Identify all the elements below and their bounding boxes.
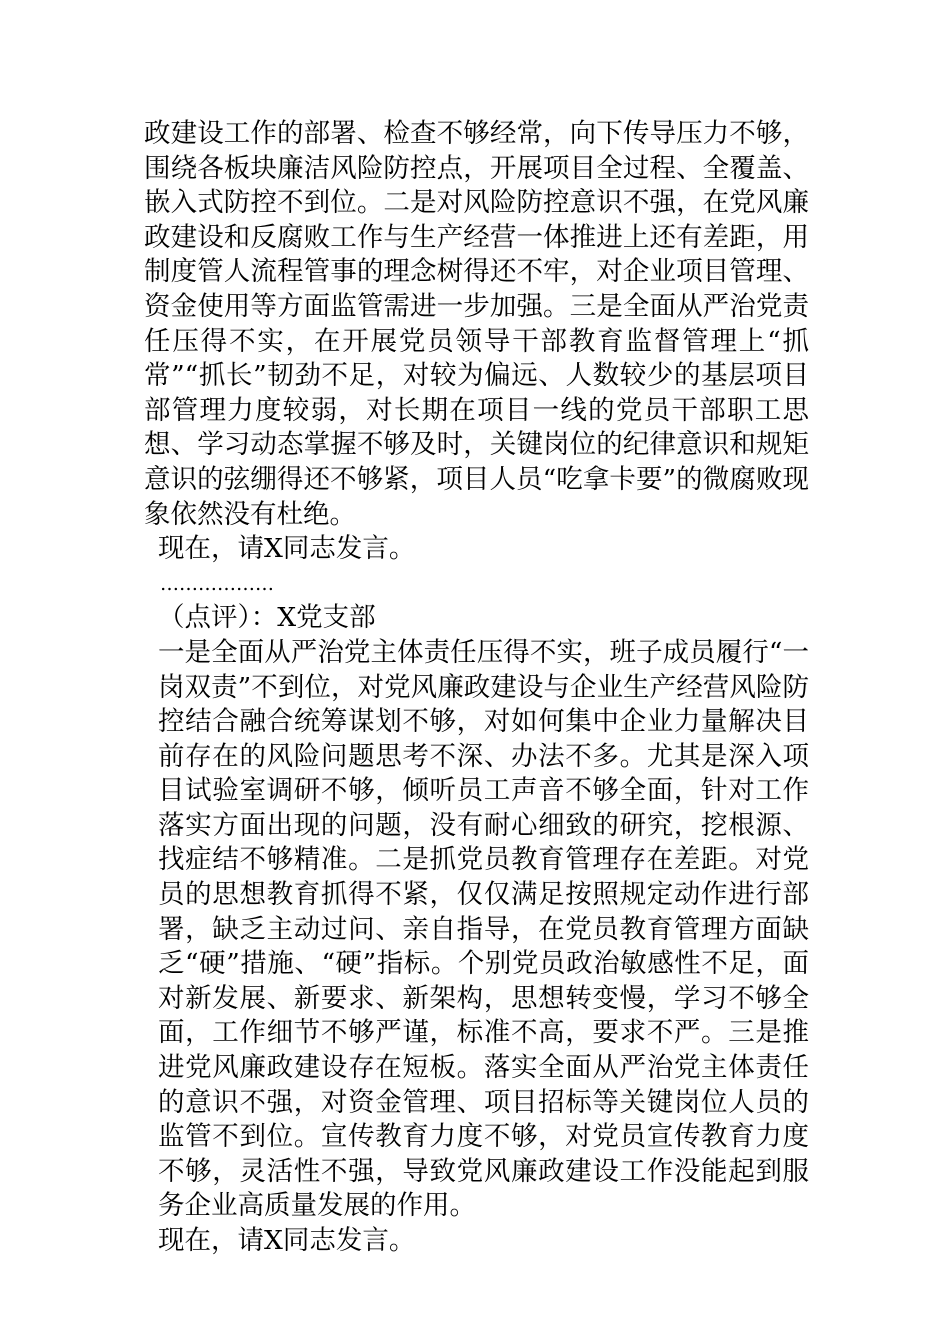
- paragraph-continued-findings: 政建设工作的部署、检查不够经常，向下传导压力不够，围绕各板块廉洁风险防控点，开展项目全过程、全覆盖、嵌入式防控不到位。二是对风险防控意识不强，在党风廉政建设和反腐败工作与生产经营一体推进上还有差距，用制度管人流程管事的理念树得还不牢，对企业项目管理、资金使用等方面监管需进一步加强。三是全面从严治党责任压得不实，在开展党员领导干部教育监督管理上“抓常”“抓长”韧劲不足，对较为偏远、人数较少的基层项目部管理力度较弱，对长期在项目一线的党员干部职工思想、学习动态掌握不够及时，关键岗位的纪律意识和规矩意识的弦绷得还不够紧，项目人员“吃拿卡要”的微腐败现象依然没有杜绝。: [144, 118, 809, 530]
- paragraph-comment-heading: （点评）：X党支部: [158, 602, 376, 634]
- document-body: [144, 117, 809, 1259]
- ellipsis-separator: ………………: [160, 572, 274, 595]
- paragraph-next-speaker: 现在，请X同志发言。: [158, 533, 416, 565]
- paragraph-comment-body: 一是全面从严治党主体责任压得不实，班子成员履行“一岗双责”不到位，对党风廉政建设与企业生产经营风险防控结合融合统筹谋划不够，对如何集中企业力量解决目前存在的风险问题思考不深、办法不多。尤其是深入项目试验室调研不够，倾听员工声音不够全面，针对工作落实方面出现的问题，没有耐心细致的研究，挖根源、找症结不够精准。二是抓党员教育管理存在差距。对党员的思想教育抓得不紧，仅仅满足按照规定动作进行部署，缺乏主动过问、亲自指导，在党员教育管理方面缺乏“硬”措施、“硬”指标。个别党员政治敏感性不足，面对新发展、新要求、新架构，思想转变慢，学习不够全面，工作细节不够严谨，标准不高，要求不严。三是推进党风廉政建设存在短板。落实全面从严治党主体责任的意识不强，对资金管理、项目招标等关键岗位人员的监管不到位。宣传教育力度不够，对党员宣传教育力度不够，灵活性不强，导致党风廉政建设工作没能起到服务企业高质量发展的作用。: [158, 636, 809, 1222]
- paragraph-next-speaker-2: 现在，请X同志发言。: [158, 1225, 416, 1256]
